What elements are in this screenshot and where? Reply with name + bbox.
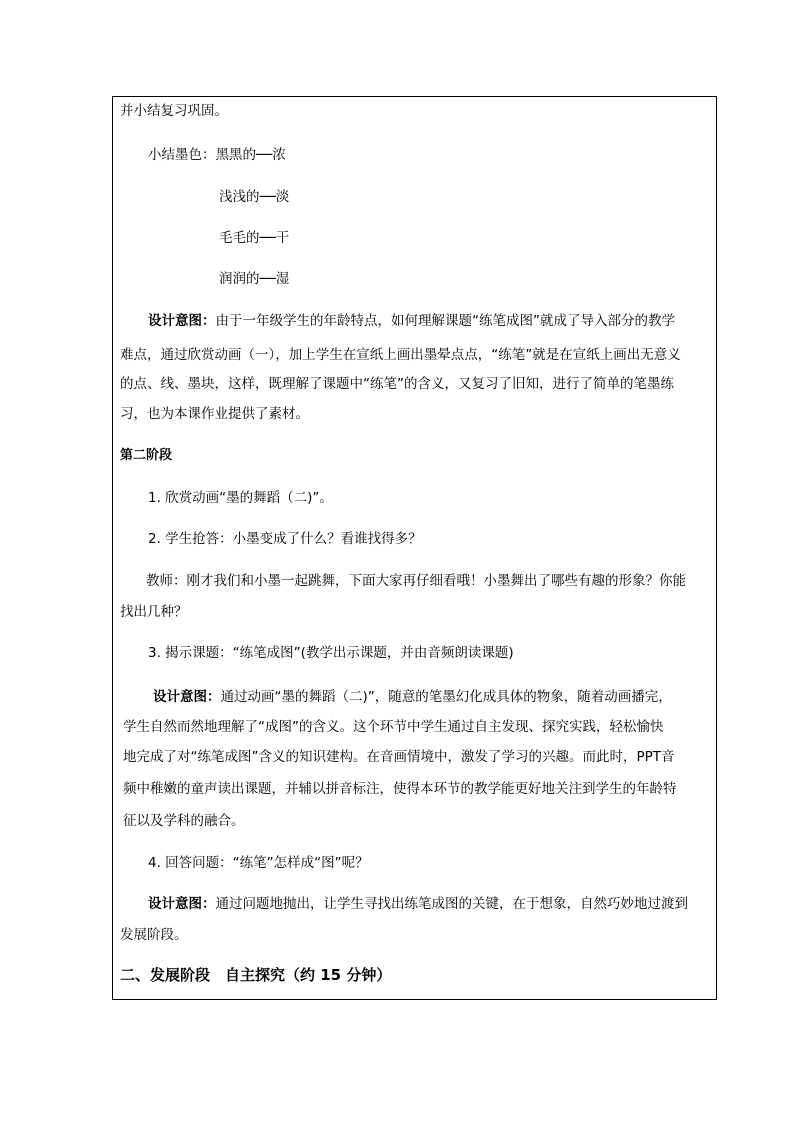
- list-item: 1. 欣赏动画“墨的舞蹈（二)”。: [148, 490, 333, 506]
- summary-label: 小结墨色：: [148, 147, 216, 163]
- paragraph-line: 由于一年级学生的年龄特点，如何理解课题“练笔成图”就成了导入部分的教学: [215, 313, 675, 329]
- paragraph-line: 通过问题地抛出，让学生寻找出练笔成图的关键，在于想象，自然巧妙地过渡到: [215, 896, 688, 912]
- paragraph-line: 找出几种？: [120, 604, 188, 620]
- paragraph-line: 教师：刚才我们和小墨一起跳舞，下面大家再仔细看哦！小墨舞出了哪些有趣的形象？你能: [146, 573, 686, 589]
- paragraph-line: 征以及学科的融合。: [123, 813, 245, 829]
- list-item: 2. 学生抢答：小墨变成了什么？看谁找得多？: [148, 531, 422, 547]
- summary-item: 润润的──湿: [219, 271, 290, 287]
- design-intent-paragraph: [148, 895, 688, 913]
- summary-item: 黑黑的──浓: [215, 147, 286, 163]
- design-intent-label: 设计意图：: [148, 313, 216, 329]
- section-heading: 二、发展阶段 自主探究（约 15 分钟）: [120, 966, 392, 984]
- paragraph-line: 难点，通过欣赏动画（一），加上学生在宣纸上画出墨晕点点，“练笔”就是在宣纸上画出无意义: [120, 347, 681, 363]
- paragraph-line: 地完成了对“练笔成图”含义的知识建构。在音画情境中，激发了学习的兴趣。而此时，PPT音: [123, 749, 675, 765]
- summary-item: 浅浅的──淡: [219, 189, 290, 205]
- list-item: 3. 揭示课题：“练笔成图”(教学出示课题，并由音频朗读课题): [148, 645, 514, 661]
- design-intent-paragraph: [153, 688, 672, 706]
- paragraph-line: 习，也为本课作业提供了素材。: [120, 406, 309, 422]
- design-intent-label: 设计意图：: [153, 689, 221, 705]
- summary-item: 毛毛的──干: [219, 230, 290, 246]
- design-intent-paragraph: [148, 312, 675, 330]
- summary-line: [148, 146, 286, 164]
- stage-heading: 第二阶段: [120, 448, 173, 463]
- design-intent-label: 设计意图：: [148, 896, 216, 912]
- paragraph-line: 频中稚嫩的童声读出课题，并辅以拼音标注，使得本环节的教学能更好地关注到学生的年龄特: [123, 781, 677, 797]
- paragraph-line: 通过动画“墨的舞蹈（二)”，随意的笔墨幻化成具体的物象，随着动画播完，: [220, 689, 672, 705]
- paragraph-line: 的点、线、墨块，这样，既理解了课题中“练笔”的含义，又复习了旧知，进行了简单的笔墨练: [120, 376, 674, 392]
- list-item: 4. 回答问题：“练笔”怎样成“图”呢？: [148, 855, 369, 871]
- paragraph-line: 学生自然而然地理解了“成图”的含义。这个环节中学生通过自主发现、探究实践，轻松愉快: [123, 719, 664, 735]
- paragraph-line: 并小结复习巩固。: [120, 103, 228, 119]
- paragraph-line: 发展阶段。: [120, 927, 188, 943]
